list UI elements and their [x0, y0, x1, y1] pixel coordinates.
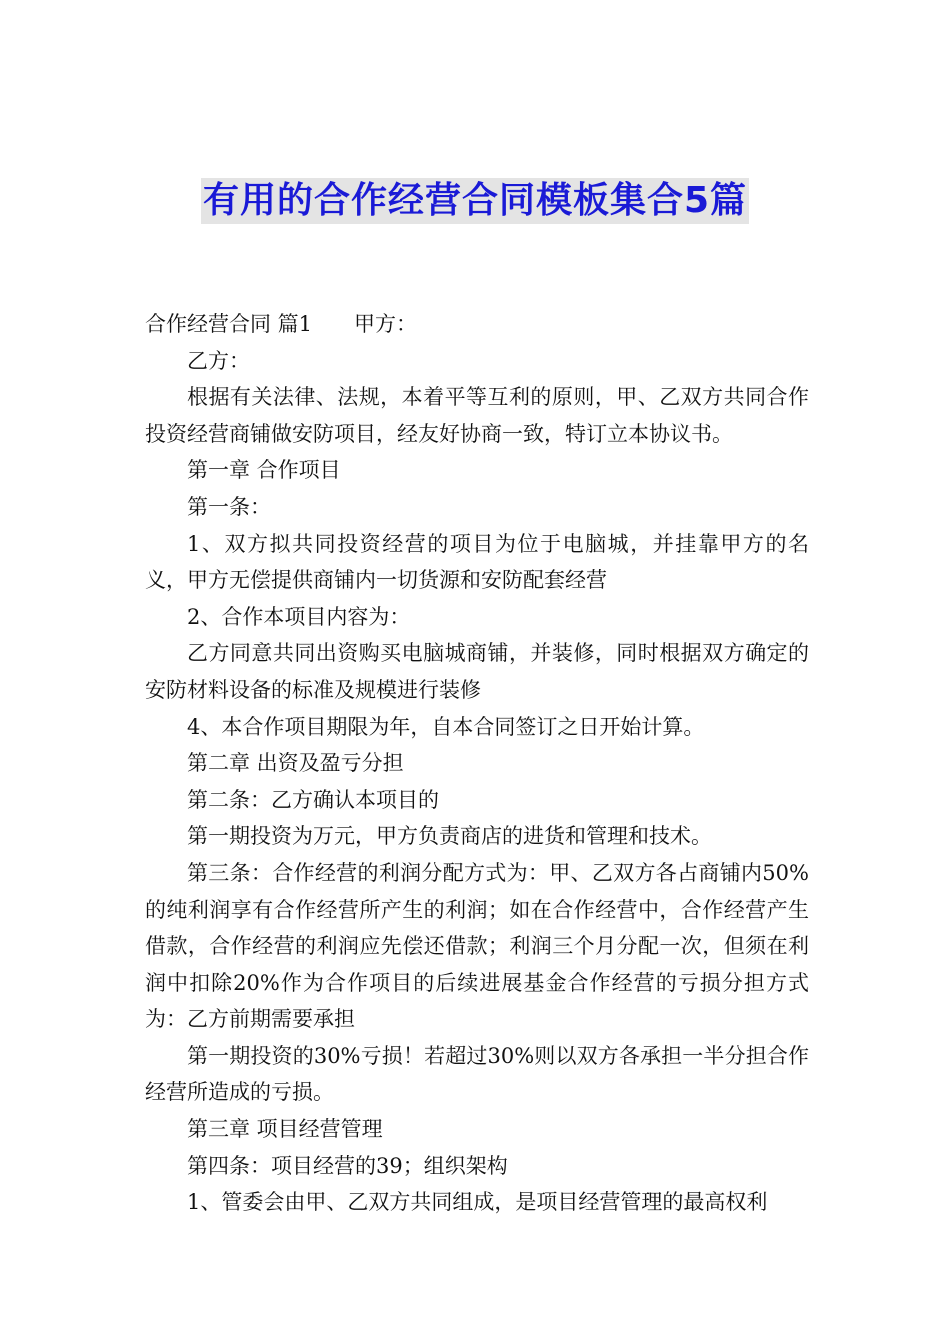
- paragraph: 2、合作本项目内容为：: [187, 604, 411, 629]
- paragraph: 第一期投资的30%亏损！若超过30%则以双方各承担一半分担合作经营所造成的亏损。: [145, 1043, 809, 1105]
- paragraph: 第四条：项目经营的39；组织架构: [187, 1153, 508, 1178]
- paragraph: 1、双方拟共同投资经营的项目为位于电脑城，并挂靠甲方的名义，甲方无偿提供商铺内一切货源和安防配套经营: [145, 531, 809, 593]
- title-container: [0, 178, 950, 224]
- section-heading: 合作经营合同 篇1: [145, 312, 313, 336]
- paragraph: 乙方：: [187, 348, 250, 373]
- paragraph: 第三条：合作经营的利润分配方式为：甲、乙双方各占商铺内50%的纯利润享有合作经营所产生的利润；如在合作经营中，合作经营产生借款，合作经营的利润应先偿还借款；利润三个月分配一次，但须在利润中扣除20%作为合作项目的后续进展基金合作经营的亏损分担方式为：乙方前期需要承担: [145, 860, 809, 1032]
- chapter-heading: 第三章 项目经营管理: [187, 1117, 383, 1142]
- paragraph: 4、本合作项目期限为年，自本合同签订之日开始计算。: [187, 714, 705, 739]
- document-body: [145, 306, 809, 1221]
- document-title: 有用的合作经营合同模板集合5篇: [201, 178, 749, 224]
- paragraph: 第二条：乙方确认本项目的: [187, 787, 439, 812]
- paragraph: 1、管委会由甲、乙双方共同组成，是项目经营管理的最高权利: [187, 1190, 768, 1215]
- paragraph: 第一期投资为万元，甲方负责商店的进货和管理和技术。: [187, 824, 712, 849]
- first-line: [145, 306, 809, 343]
- paragraph: 根据有关法律、法规，本着平等互利的原则，甲、乙双方共同合作投资经营商铺做安防项目，经友好协商一致，特订立本协议书。: [145, 385, 809, 446]
- paragraph: 乙方同意共同出资购买电脑城商铺，并装修，同时根据双方确定的安防材料设备的标准及规模进行装修: [145, 641, 809, 702]
- chapter-heading: 第一章 合作项目: [187, 458, 341, 483]
- article-heading: 第一条：: [187, 494, 271, 519]
- chapter-heading: 第二章 出资及盈亏分担: [187, 751, 404, 776]
- party-a-label: 甲方：: [354, 312, 418, 336]
